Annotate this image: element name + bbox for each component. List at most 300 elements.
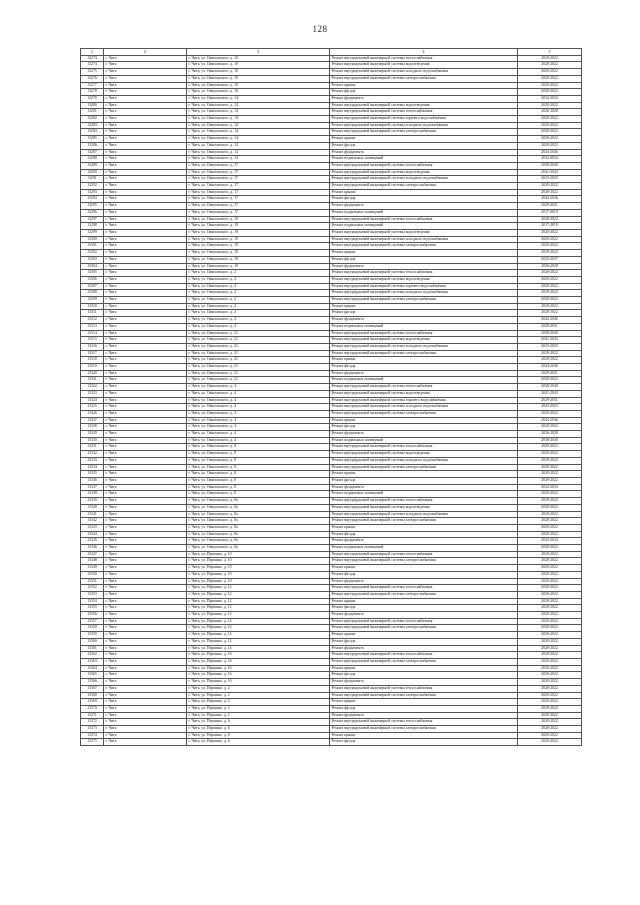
period-cell: 2020-2022: [518, 491, 582, 498]
work-type-cell: Ремонт внутридомовой инженерной системы холодного водоснабжения: [330, 457, 518, 464]
row-number-cell: 13295: [81, 203, 104, 210]
row-number-cell: 13336: [81, 478, 104, 485]
period-cell: 2020-2022: [518, 545, 582, 552]
address-cell: г. Чита, ул. Ожиловского, д. 4: [187, 410, 330, 417]
row-number-cell: 13284: [81, 129, 104, 136]
work-type-cell: Ремонт подвальных помещений: [330, 156, 518, 163]
work-type-cell: Ремонт внутридомовой инженерной системы электроснабжения: [330, 591, 518, 598]
row-number-cell: 13316: [81, 343, 104, 350]
address-cell: г. Чита, ул. Ожиловского, д. 4: [187, 431, 330, 438]
address-cell: г. Чита, ул. Ожиловского, д. 19: [187, 250, 330, 257]
municipality-cell: г. Чита: [104, 243, 187, 250]
table-row: [81, 62, 582, 69]
municipality-cell: г. Чита: [104, 558, 187, 565]
table-row: [81, 290, 582, 297]
address-cell: г. Чита, ул. Ожиловского, д. 17: [187, 209, 330, 216]
period-cell: 2020-2022: [518, 618, 582, 625]
period-cell: 2020-2022: [518, 89, 582, 96]
row-number-cell: 13367: [81, 685, 104, 692]
municipality-cell: г. Чита: [104, 431, 187, 438]
table-row: [81, 685, 582, 692]
row-number-cell: 13296: [81, 209, 104, 216]
period-cell: 2020-2022: [518, 705, 582, 712]
row-number-cell: 13361: [81, 645, 104, 652]
municipality-cell: г. Чита: [104, 591, 187, 598]
period-cell: 2023-2025: [518, 176, 582, 183]
work-type-cell: Ремонт фундамента: [330, 317, 518, 324]
work-type-cell: Ремонт внутридомовой инженерной системы холодного водоснабжения: [330, 176, 518, 183]
row-number-cell: 13365: [81, 672, 104, 679]
work-type-cell: Ремонт внутридомовой инженерной системы электроснабжения: [330, 518, 518, 525]
table-row: [81, 545, 582, 552]
municipality-cell: г. Чита: [104, 531, 187, 538]
address-cell: г. Чита, ул. Першино, д. 10: [187, 551, 330, 558]
address-cell: г. Чита, ул. Ожиловского, д. 8а: [187, 531, 330, 538]
table-row: [81, 357, 582, 364]
row-number-cell: 13324: [81, 397, 104, 404]
address-cell: г. Чита, ул. Ожиловского, д. 10: [187, 55, 330, 62]
period-cell: 2020-2022: [518, 739, 582, 746]
address-cell: г. Чита, ул. Ожиловского, д. 19: [187, 263, 330, 270]
municipality-cell: г. Чита: [104, 256, 187, 263]
work-type-cell: Ремонт внутридомовой инженерной системы теплоснабжения: [330, 618, 518, 625]
period-cell: 2038-2040: [518, 437, 582, 444]
row-number-cell: 13332: [81, 451, 104, 458]
row-number-cell: 13299: [81, 229, 104, 236]
work-type-cell: Ремонт крыши: [330, 136, 518, 143]
work-type-cell: Ремонт внутридомовой инженерной системы горячего водоснабжения: [330, 116, 518, 123]
municipality-cell: г. Чита: [104, 665, 187, 672]
table-row: [81, 196, 582, 203]
municipality-cell: г. Чита: [104, 652, 187, 659]
table-row: [81, 638, 582, 645]
table-row: [81, 726, 582, 733]
address-cell: г. Чита, ул. Ожиловского, д. 21: [187, 337, 330, 344]
municipality-cell: г. Чита: [104, 229, 187, 236]
municipality-cell: г. Чита: [104, 343, 187, 350]
period-cell: 2020-2022: [518, 243, 582, 250]
row-number-cell: 13309: [81, 297, 104, 304]
address-cell: г. Чита, ул. Ожиловского, д. 14: [187, 149, 330, 156]
row-number-cell: 13362: [81, 652, 104, 659]
work-type-cell: Ремонт внутридомовой инженерной системы водоотведения: [330, 102, 518, 109]
municipality-cell: г. Чита: [104, 350, 187, 357]
table-row: [81, 478, 582, 485]
work-type-cell: Ремонт внутридомовой инженерной системы теплоснабжения: [330, 719, 518, 726]
table-row: [81, 250, 582, 257]
address-cell: г. Чита, ул. Першино, д. 10: [187, 558, 330, 565]
column-header: 1: [81, 49, 104, 56]
period-cell: 2023-2025: [518, 404, 582, 411]
address-cell: г. Чита, ул. Першино, д. 2: [187, 712, 330, 719]
table-row: [81, 558, 582, 565]
work-type-cell: Ремонт внутридомовой инженерной системы электроснабжения: [330, 183, 518, 190]
table-row: [81, 122, 582, 129]
table-row: [81, 712, 582, 719]
address-cell: г. Чита, ул. Ожиловского, д. 10: [187, 62, 330, 69]
address-cell: г. Чита, ул. Першино, д. 10: [187, 571, 330, 578]
table-row: [81, 256, 582, 263]
municipality-cell: г. Чита: [104, 236, 187, 243]
row-number-cell: 13351: [81, 578, 104, 585]
period-cell: 2017-2019: [518, 223, 582, 230]
row-number-cell: 13310: [81, 303, 104, 310]
table-row: [81, 531, 582, 538]
work-type-cell: Ремонт фундамента: [330, 712, 518, 719]
row-number-cell: 13326: [81, 410, 104, 417]
address-cell: г. Чита, ул. Першино, д. 12: [187, 585, 330, 592]
period-cell: 2020-2022: [518, 605, 582, 612]
table-row: [81, 142, 582, 149]
period-cell: 2020-2022: [518, 350, 582, 357]
municipality-cell: г. Чита: [104, 578, 187, 585]
work-type-cell: Ремонт крыши: [330, 303, 518, 310]
work-type-cell: Ремонт внутридомовой инженерной системы теплоснабжения: [330, 216, 518, 223]
municipality-cell: г. Чита: [104, 598, 187, 605]
address-cell: г. Чита, ул. Ожиловского, д. 14: [187, 102, 330, 109]
address-cell: г. Чита, ул. Ожиловского, д. 21: [187, 377, 330, 384]
table-row: [81, 189, 582, 196]
municipality-cell: г. Чита: [104, 672, 187, 679]
work-type-cell: Ремонт внутридомовой инженерной системы теплоснабжения: [330, 55, 518, 62]
period-cell: 2020-2022: [518, 216, 582, 223]
municipality-cell: г. Чита: [104, 732, 187, 739]
table-row: [81, 55, 582, 62]
work-type-cell: Ремонт крыши: [330, 82, 518, 89]
work-type-cell: Ремонт внутридомовой инженерной системы холодного водоснабжения: [330, 404, 518, 411]
municipality-cell: г. Чита: [104, 491, 187, 498]
period-cell: 2020-2022: [518, 625, 582, 632]
address-cell: г. Чита, ул. Ожиловского, д. 21: [187, 364, 330, 371]
address-cell: г. Чита, ул. Першино, д. 16: [187, 665, 330, 672]
municipality-cell: г. Чита: [104, 618, 187, 625]
municipality-cell: г. Чита: [104, 116, 187, 123]
work-type-cell: Ремонт подвальных помещений: [330, 323, 518, 330]
address-cell: г. Чита, ул. Першино, д. 12: [187, 612, 330, 619]
period-cell: 2020-2022: [518, 658, 582, 665]
municipality-cell: г. Чита: [104, 390, 187, 397]
work-type-cell: Ремонт фасада: [330, 571, 518, 578]
period-cell: 2032-2034: [518, 156, 582, 163]
table-row: [81, 464, 582, 471]
row-number-cell: 13347: [81, 551, 104, 558]
municipality-cell: г. Чита: [104, 223, 187, 230]
period-cell: 2020-2022: [518, 183, 582, 190]
address-cell: г. Чита, ул. Ожиловского, д. 19: [187, 223, 330, 230]
row-number-cell: 13290: [81, 169, 104, 176]
table-row: [81, 223, 582, 230]
municipality-cell: г. Чита: [104, 524, 187, 531]
row-number-cell: 13373: [81, 726, 104, 733]
work-type-cell: Ремонт фасада: [330, 196, 518, 203]
table-row: [81, 732, 582, 739]
address-cell: г. Чита, ул. Ожиловского, д. 21: [187, 330, 330, 337]
row-number-cell: 13350: [81, 571, 104, 578]
row-number-cell: 13371: [81, 712, 104, 719]
row-number-cell: 13342: [81, 518, 104, 525]
period-cell: 2020-2022: [518, 297, 582, 304]
work-type-cell: Ремонт фасада: [330, 310, 518, 317]
address-cell: г. Чита, ул. Ожиловского, д. 10: [187, 89, 330, 96]
period-cell: 2020-2022: [518, 511, 582, 518]
row-number-cell: 13355: [81, 605, 104, 612]
municipality-cell: г. Чита: [104, 82, 187, 89]
row-number-cell: 13319: [81, 364, 104, 371]
row-number-cell: 13358: [81, 625, 104, 632]
table-row: [81, 283, 582, 290]
address-cell: г. Чита, ул. Ожиловского, д. 8: [187, 451, 330, 458]
municipality-cell: г. Чита: [104, 571, 187, 578]
period-cell: 2020-2022: [518, 55, 582, 62]
work-type-cell: Ремонт фасада: [330, 638, 518, 645]
row-number-cell: 13354: [81, 598, 104, 605]
period-cell: 2020-2022: [518, 451, 582, 458]
work-type-cell: Ремонт подвальных помещений: [330, 223, 518, 230]
row-number-cell: 13353: [81, 591, 104, 598]
row-number-cell: 13325: [81, 404, 104, 411]
table-row: [81, 632, 582, 639]
table-row: [81, 116, 582, 123]
row-number-cell: 13360: [81, 638, 104, 645]
address-cell: г. Чита, ул. Ожиловского, д. 21: [187, 343, 330, 350]
row-number-cell: 13356: [81, 612, 104, 619]
period-cell: 2020-2022: [518, 122, 582, 129]
period-cell: 2020-2022: [518, 551, 582, 558]
address-cell: г. Чита, ул. Першино, д. 2: [187, 705, 330, 712]
period-cell: 2044-2046: [518, 196, 582, 203]
work-type-cell: Ремонт подвальных помещений: [330, 209, 518, 216]
work-type-cell: Ремонт внутридомовой инженерной системы водоотведения: [330, 62, 518, 69]
table-row: [81, 136, 582, 143]
table-row: [81, 578, 582, 585]
period-cell: 2044-2046: [518, 149, 582, 156]
table-row: [81, 551, 582, 558]
work-type-cell: Ремонт фасада: [330, 672, 518, 679]
address-cell: г. Чита, ул. Першино, д. 10: [187, 565, 330, 572]
work-type-cell: Ремонт внутридомовой инженерной системы теплоснабжения: [330, 109, 518, 116]
municipality-cell: г. Чита: [104, 464, 187, 471]
row-number-cell: 13322: [81, 384, 104, 391]
work-type-cell: Ремонт подвальных помещений: [330, 545, 518, 552]
period-cell: 2020-2022: [518, 558, 582, 565]
work-type-cell: Ремонт внутридомовой инженерной системы горячего водоснабжения: [330, 397, 518, 404]
row-number-cell: 13334: [81, 464, 104, 471]
table-row: [81, 317, 582, 324]
municipality-cell: г. Чита: [104, 109, 187, 116]
municipality-cell: г. Чита: [104, 417, 187, 424]
row-number-cell: 13330: [81, 437, 104, 444]
address-cell: г. Чита, ул. Ожиловского, д. 19: [187, 216, 330, 223]
municipality-cell: г. Чита: [104, 478, 187, 485]
address-cell: г. Чита, ул. Першино, д. 12: [187, 591, 330, 598]
period-cell: 2020-2022: [518, 410, 582, 417]
table-row: [81, 565, 582, 572]
municipality-cell: г. Чита: [104, 625, 187, 632]
address-cell: г. Чита, ул. Першино, д. 12: [187, 605, 330, 612]
table-row: [81, 692, 582, 699]
address-cell: г. Чита, ул. Ожиловского, д. 14: [187, 122, 330, 129]
row-number-cell: 13275: [81, 69, 104, 76]
work-type-cell: Ремонт внутридомовой инженерной системы электроснабжения: [330, 75, 518, 82]
address-cell: г. Чита, ул. Першино, д. 6: [187, 726, 330, 733]
address-cell: г. Чита, ул. Ожиловского, д. 17: [187, 196, 330, 203]
row-number-cell: 13343: [81, 524, 104, 531]
period-cell: 2038-2040: [518, 384, 582, 391]
table-row: [81, 337, 582, 344]
row-number-cell: 13321: [81, 377, 104, 384]
work-type-cell: Ремонт фасада: [330, 705, 518, 712]
row-number-cell: 13277: [81, 82, 104, 89]
municipality-cell: г. Чита: [104, 719, 187, 726]
municipality-cell: г. Чита: [104, 612, 187, 619]
table-row: [81, 75, 582, 82]
table-row: [81, 276, 582, 283]
period-cell: 2029-2031: [518, 370, 582, 377]
table-row: [81, 350, 582, 357]
address-cell: г. Чита, ул. Ожиловского, д. 14: [187, 95, 330, 102]
period-cell: 2020-2022: [518, 75, 582, 82]
municipality-cell: г. Чита: [104, 250, 187, 257]
municipality-cell: г. Чита: [104, 685, 187, 692]
period-cell: 2044-2046: [518, 317, 582, 324]
address-cell: г. Чита, ул. Першино, д. 2: [187, 699, 330, 706]
address-cell: г. Чита, ул. Ожиловского, д. 19: [187, 243, 330, 250]
row-number-cell: 13282: [81, 116, 104, 123]
period-cell: 2020-2022: [518, 478, 582, 485]
row-number-cell: 13374: [81, 732, 104, 739]
work-type-cell: Ремонт фасада: [330, 739, 518, 746]
row-number-cell: 13292: [81, 183, 104, 190]
table-row: [81, 739, 582, 746]
municipality-cell: г. Чита: [104, 739, 187, 746]
work-type-cell: Ремонт внутридомовой инженерной системы холодного водоснабжения: [330, 122, 518, 129]
work-type-cell: Ремонт внутридомовой инженерной системы электроснабжения: [330, 625, 518, 632]
row-number-cell: 13341: [81, 511, 104, 518]
municipality-cell: г. Чита: [104, 209, 187, 216]
work-type-cell: Ремонт внутридомовой инженерной системы электроснабжения: [330, 243, 518, 250]
period-cell: 2026-2028: [518, 263, 582, 270]
work-type-cell: Ремонт подвальных помещений: [330, 491, 518, 498]
period-cell: 2023-2025: [518, 343, 582, 350]
work-type-cell: Ремонт фасада: [330, 478, 518, 485]
municipality-cell: г. Чита: [104, 216, 187, 223]
row-number-cell: 13302: [81, 250, 104, 257]
period-cell: 2044-2046: [518, 364, 582, 371]
table-row: [81, 417, 582, 424]
address-cell: г. Чита, ул. Першино, д. 16: [187, 658, 330, 665]
address-cell: г. Чита, ул. Ожиловского, д. 17: [187, 169, 330, 176]
period-cell: 2020-2022: [518, 652, 582, 659]
work-type-cell: Ремонт внутридомовой инженерной системы теплоснабжения: [330, 585, 518, 592]
municipality-cell: г. Чита: [104, 712, 187, 719]
period-cell: 2020-2022: [518, 82, 582, 89]
table-row: [81, 410, 582, 417]
row-number-cell: 13331: [81, 444, 104, 451]
row-number-cell: 13349: [81, 565, 104, 572]
table-row: [81, 498, 582, 505]
row-number-cell: 13318: [81, 357, 104, 364]
address-cell: г. Чита, ул. Ожиловского, д. 2: [187, 270, 330, 277]
period-cell: 2020-2022: [518, 571, 582, 578]
table-row: [81, 330, 582, 337]
row-number-cell: 13306: [81, 276, 104, 283]
work-type-cell: Ремонт фасада: [330, 256, 518, 263]
address-cell: г. Чита, ул. Ожиловского, д. 4: [187, 390, 330, 397]
row-number-cell: 13291: [81, 176, 104, 183]
address-cell: г. Чита, ул. Ожиловского, д. 4: [187, 417, 330, 424]
period-cell: 2020-2022: [518, 578, 582, 585]
table-row: [81, 149, 582, 156]
municipality-cell: г. Чита: [104, 397, 187, 404]
period-cell: 2020-2022: [518, 116, 582, 123]
municipality-cell: г. Чита: [104, 632, 187, 639]
municipality-cell: г. Чита: [104, 410, 187, 417]
municipality-cell: г. Чита: [104, 55, 187, 62]
period-cell: 2029-2031: [518, 397, 582, 404]
work-type-cell: Ремонт крыши: [330, 357, 518, 364]
work-type-cell: Ремонт внутридомовой инженерной системы холодного водоснабжения: [330, 236, 518, 243]
table-row: [81, 69, 582, 76]
work-type-cell: Ремонт фундамента: [330, 578, 518, 585]
address-cell: г. Чита, ул. Ожиловского, д. 14: [187, 136, 330, 143]
table-row: [81, 169, 582, 176]
period-cell: 2032-2034: [518, 538, 582, 545]
table-row: [81, 444, 582, 451]
table-row: [81, 343, 582, 350]
work-type-cell: Ремонт внутридомовой инженерной системы водоотведения: [330, 169, 518, 176]
period-cell: 2020-2022: [518, 129, 582, 136]
address-cell: г. Чита, ул. Ожиловского, д. 10: [187, 82, 330, 89]
municipality-cell: г. Чита: [104, 189, 187, 196]
work-type-cell: Ремонт фундамента: [330, 370, 518, 377]
row-number-cell: 13308: [81, 290, 104, 297]
table-row: [81, 625, 582, 632]
period-cell: 2020-2022: [518, 591, 582, 598]
row-number-cell: 13274: [81, 62, 104, 69]
address-cell: г. Чита, ул. Ожиловского, д. 2: [187, 283, 330, 290]
row-number-cell: 13317: [81, 350, 104, 357]
municipality-cell: г. Чита: [104, 504, 187, 511]
municipality-cell: г. Чита: [104, 317, 187, 324]
municipality-cell: г. Чита: [104, 565, 187, 572]
municipality-cell: г. Чита: [104, 518, 187, 525]
row-number-cell: 13337: [81, 484, 104, 491]
period-cell: 2020-2022: [518, 283, 582, 290]
address-cell: г. Чита, ул. Першино, д. 16: [187, 652, 330, 659]
period-cell: 2020-2022: [518, 236, 582, 243]
work-type-cell: Ремонт крыши: [330, 471, 518, 478]
work-type-cell: Ремонт фасада: [330, 424, 518, 431]
address-cell: г. Чита, ул. Першино, д. 6: [187, 719, 330, 726]
address-cell: г. Чита, ул. Ожиловского, д. 14: [187, 142, 330, 149]
table-row: [81, 511, 582, 518]
period-cell: 2020-2022: [518, 142, 582, 149]
period-cell: 2020-2022: [518, 357, 582, 364]
address-cell: г. Чита, ул. Ожиловского, д. 17: [187, 183, 330, 190]
period-cell: 2020-2022: [518, 638, 582, 645]
table-row: [81, 665, 582, 672]
row-number-cell: 13297: [81, 216, 104, 223]
address-cell: г. Чита, ул. Ожиловского, д. 14: [187, 109, 330, 116]
municipality-cell: г. Чита: [104, 310, 187, 317]
address-cell: г. Чита, ул. Першино, д. 14: [187, 618, 330, 625]
municipality-cell: г. Чита: [104, 638, 187, 645]
table-row: [81, 370, 582, 377]
table-row: [81, 243, 582, 250]
address-cell: г. Чита, ул. Ожиловского, д. 19: [187, 236, 330, 243]
row-number-cell: 13348: [81, 558, 104, 565]
period-cell: 2041-2043: [518, 337, 582, 344]
